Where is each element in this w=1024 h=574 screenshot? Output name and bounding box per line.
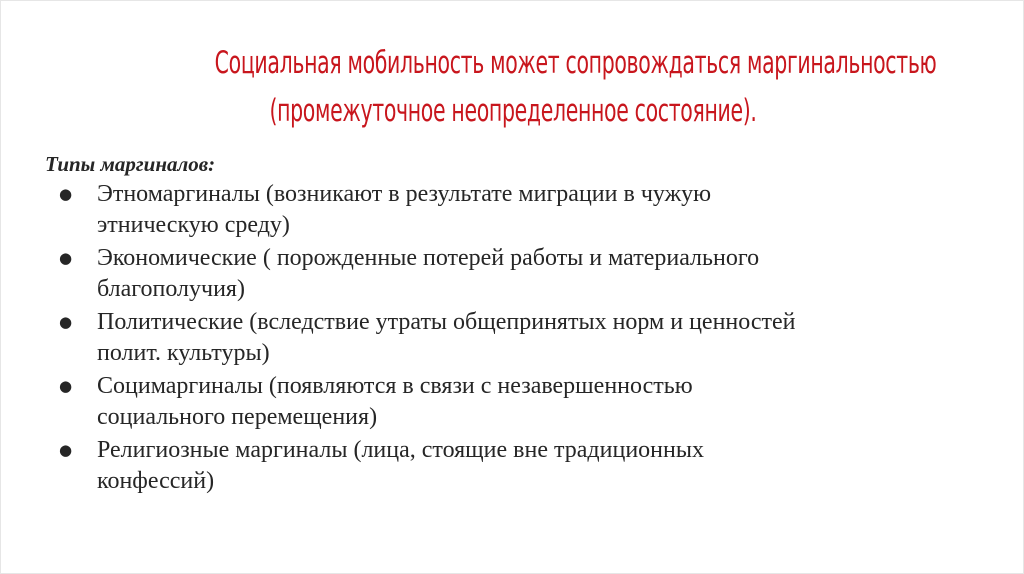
list-item-political	[45, 307, 985, 369]
list-item-economic	[45, 243, 985, 305]
bullet-icon: ●	[59, 313, 73, 331]
list-item-religious	[45, 435, 985, 497]
bullet-icon: ●	[59, 377, 73, 395]
list-item-text-line1: Этномаргиналы (возникают в результате миграции в чужую	[97, 181, 712, 207]
list-item-text-line2: благополучия)	[97, 276, 245, 302]
types-heading: Типы маргиналов:	[45, 152, 216, 176]
list-item-text-line2: этническую среду)	[97, 212, 290, 238]
bullet-icon: ●	[59, 441, 73, 459]
slide-title	[61, 39, 965, 135]
list-item-text-line2: полит. культуры)	[97, 340, 270, 366]
list-item-text-line1: Политические (вследствие утраты общепринятых норм и ценностей	[97, 309, 796, 335]
list-item-text-line1: Социмаргиналы (появляются в связи с незавершенностью	[97, 373, 693, 399]
list-item-text-line2: социального перемещения)	[97, 404, 378, 430]
list-item-text-line2: конфессий)	[97, 468, 215, 494]
bullet-icon: ●	[59, 185, 73, 203]
list-item-text-line1: Религиозные маргиналы (лица, стоящие вне традиционных	[97, 437, 704, 463]
list-item-text-line1: Экономические ( порожденные потерей работы и материального	[97, 245, 760, 271]
title-line-1: Социальная мобильность может сопровождаться маргинальностью	[214, 45, 937, 81]
title-line-2: (промежуточное неопределенное состояние).	[269, 93, 757, 129]
types-list	[45, 179, 985, 497]
bullet-icon: ●	[59, 249, 73, 267]
list-item-social	[45, 371, 985, 433]
list-item-ethno	[45, 179, 985, 241]
slide-body	[45, 149, 985, 499]
